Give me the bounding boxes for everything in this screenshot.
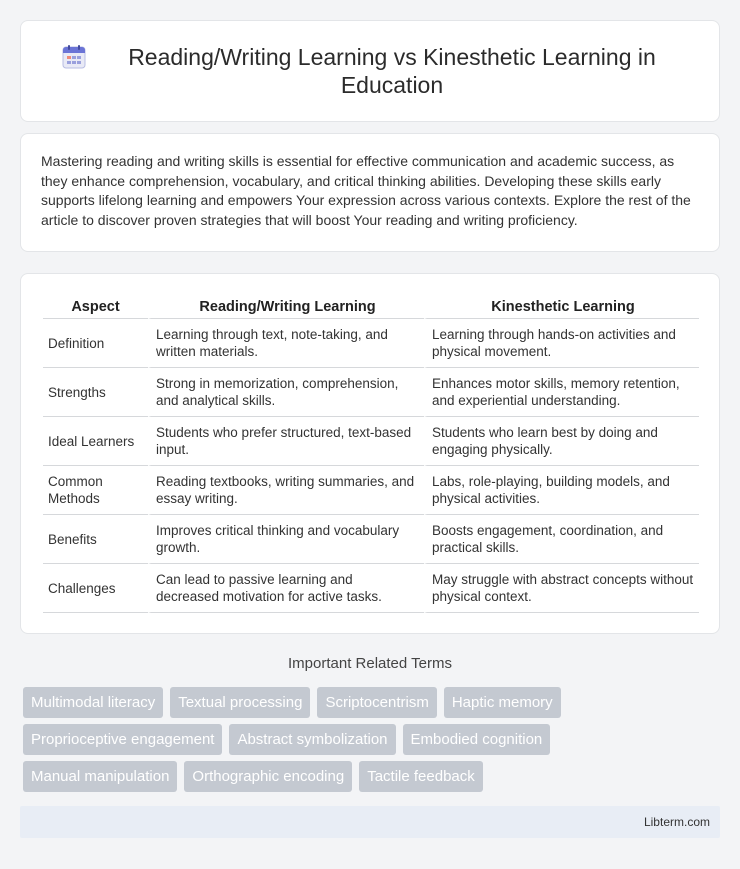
table-row <box>43 466 699 515</box>
comparison-table <box>43 296 699 613</box>
table-header-row <box>43 296 699 319</box>
tag-textual-processing[interactable]: Textual processing <box>170 687 310 718</box>
tag-orthographic-encoding[interactable]: Orthographic encoding <box>184 761 352 792</box>
kinesthetic-cell: Labs, role-playing, building models, and physical activities. <box>424 466 699 515</box>
kinesthetic-cell: Students who learn best by doing and engaging physically. <box>424 417 699 466</box>
tag-abstract-symbolization[interactable]: Abstract symbolization <box>229 724 395 755</box>
calendar-icon <box>61 44 87 70</box>
tag-embodied-cognition[interactable]: Embodied cognition <box>403 724 551 755</box>
intro-card <box>20 133 720 252</box>
reading-writing-cell: Strong in memorization, comprehension, and analytical skills. <box>148 368 424 417</box>
footer <box>20 806 720 838</box>
table-row <box>43 319 699 368</box>
kinesthetic-cell: Boosts engagement, coordination, and practical skills. <box>424 515 699 564</box>
aspect-cell: Definition <box>43 319 148 368</box>
page-title: Reading/Writing Learning vs Kinesthetic Learning in Education <box>128 44 656 98</box>
intro-paragraph: Mastering reading and writing skills is essential for effective communication and academic success, as they enhance comprehension, vocabulary, and critical thinking abilities. Developing these skills early supports lifelong learning and empowers Your expression across various contexts. Explore the rest of the article to discover proven strategies that will boost Your reading and writing proficiency. <box>41 153 691 228</box>
tag-row <box>23 724 723 755</box>
aspect-cell: Benefits <box>43 515 148 564</box>
tag-proprioceptive-engagement[interactable]: Proprioceptive engagement <box>23 724 222 755</box>
footer-site-link[interactable]: Libterm.com <box>643 815 710 829</box>
reading-writing-cell: Students who prefer structured, text-based input. <box>148 417 424 466</box>
header-aspect: Aspect <box>43 296 148 319</box>
aspect-cell: Strengths <box>43 368 148 417</box>
header-card <box>20 20 720 122</box>
reading-writing-cell: Can lead to passive learning and decreased motivation for active tasks. <box>148 564 424 613</box>
header-reading-writing: Reading/Writing Learning <box>148 296 424 319</box>
related-terms-list <box>23 687 723 798</box>
kinesthetic-cell: May struggle with abstract concepts without physical context. <box>424 564 699 613</box>
tag-row <box>23 761 723 792</box>
comparison-card <box>20 273 720 634</box>
aspect-cell: Common Methods <box>43 466 148 515</box>
tag-multimodal-literacy[interactable]: Multimodal literacy <box>23 687 163 718</box>
header-kinesthetic: Kinesthetic Learning <box>424 296 699 319</box>
reading-writing-cell: Learning through text, note-taking, and written materials. <box>148 319 424 368</box>
aspect-cell: Challenges <box>43 564 148 613</box>
table-row <box>43 417 699 466</box>
table-row <box>43 564 699 613</box>
related-terms-title: Important Related Terms <box>288 655 452 672</box>
tag-haptic-memory[interactable]: Haptic memory <box>444 687 561 718</box>
reading-writing-cell: Improves critical thinking and vocabulary growth. <box>148 515 424 564</box>
table-row <box>43 515 699 564</box>
reading-writing-cell: Reading textbooks, writing summaries, and essay writing. <box>148 466 424 515</box>
tag-row <box>23 687 723 718</box>
tag-manual-manipulation[interactable]: Manual manipulation <box>23 761 177 792</box>
aspect-cell: Ideal Learners <box>43 417 148 466</box>
header <box>21 21 719 121</box>
table-row <box>43 368 699 417</box>
tag-scriptocentrism[interactable]: Scriptocentrism <box>317 687 436 718</box>
tag-tactile-feedback[interactable]: Tactile feedback <box>359 761 483 792</box>
kinesthetic-cell: Enhances motor skills, memory retention, and experiential understanding. <box>424 368 699 417</box>
kinesthetic-cell: Learning through hands-on activities and physical movement. <box>424 319 699 368</box>
